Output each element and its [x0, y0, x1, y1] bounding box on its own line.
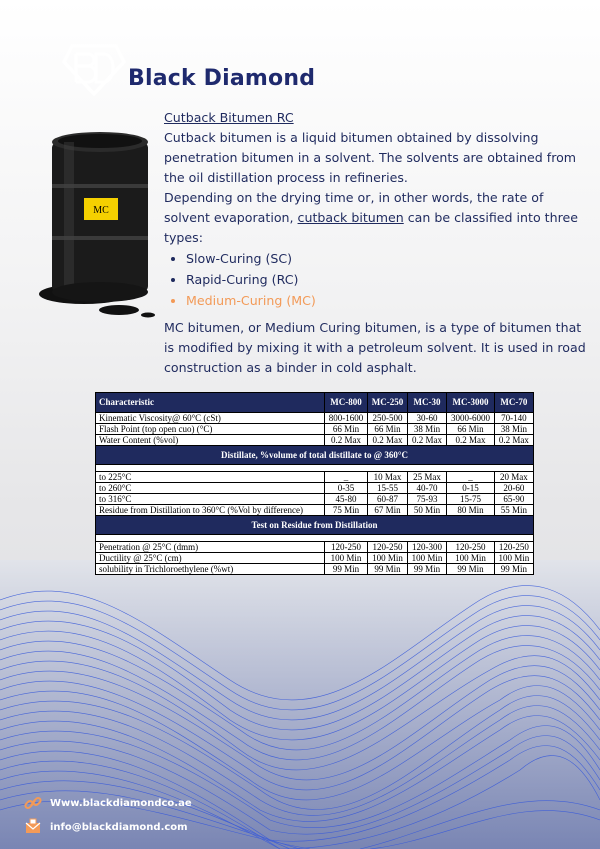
table-cell: 100 Min — [368, 553, 408, 564]
table-cell: 100 Min — [447, 553, 495, 564]
table-row — [96, 542, 534, 553]
table-cell: 0-35 — [325, 483, 368, 494]
list-item: • Slow-Curing (SC) — [186, 248, 590, 269]
section-title: Cutback Bitumen RC — [164, 110, 294, 125]
table-header-cell: MC-250 — [368, 393, 408, 413]
table-cell: 800-1600 — [325, 413, 368, 424]
table-cell: 65-90 — [494, 494, 533, 505]
table-cell: 99 Min — [494, 564, 533, 575]
table-cell: 66 Min — [368, 424, 408, 435]
table-cell: 99 Min — [325, 564, 368, 575]
table-cell: 0.2 Max — [407, 435, 446, 446]
table-cell: _ — [325, 472, 368, 483]
table-section-header — [96, 516, 534, 535]
table-section-header — [96, 446, 534, 465]
table-row — [96, 435, 534, 446]
table-cell: Penetration @ 25°C (dmm) — [96, 542, 325, 553]
table-cell: 15-55 — [368, 483, 408, 494]
table-cell: 25 Max — [407, 472, 446, 483]
table-cell: 3000-6000 — [447, 413, 495, 424]
table-cell: 15-75 — [447, 494, 495, 505]
table-cell: Residue from Distillation to 360°C (%Vol by difference) — [96, 505, 325, 516]
email-link[interactable]: info@blackdiamond.com — [50, 821, 188, 833]
table-cell: 120-250 — [325, 542, 368, 553]
table-cell: Ductility @ 25°C (cm) — [96, 553, 325, 564]
table-row — [96, 424, 534, 435]
table-row — [96, 553, 534, 564]
table-row — [96, 564, 534, 575]
table-cell: 66 Min — [447, 424, 495, 435]
table-cell: to 225°C — [96, 472, 325, 483]
table-cell: 99 Min — [368, 564, 408, 575]
specification-table — [95, 392, 534, 575]
residue-section-title: Test on Residue from Distillation — [96, 516, 534, 535]
bitumen-barrel-image — [24, 124, 164, 324]
website-contact[interactable] — [24, 794, 192, 812]
barrel-label: MC — [93, 205, 109, 216]
cutback-bitumen-link[interactable]: cutback bitumen — [297, 210, 404, 225]
email-contact[interactable] — [24, 818, 188, 836]
table-cell: to 260°C — [96, 483, 325, 494]
table-cell: Kinematic Viscosity@ 60°C (cSt) — [96, 413, 325, 424]
table-cell: 55 Min — [494, 505, 533, 516]
link-icon — [24, 794, 42, 812]
intro-paragraph: Cutback bitumen is a liquid bitumen obtained by dissolving penetration bitumen in a solvent. The solvents are obtained from the oil distillation process in refineries. — [164, 130, 577, 185]
table-cell: 0.2 Max — [447, 435, 495, 446]
table-cell: Water Content (%vol) — [96, 435, 325, 446]
table-header-cell: Characteristic — [96, 393, 325, 413]
table-cell: 120-300 — [407, 542, 446, 553]
table-row — [96, 483, 534, 494]
brand-name: Black Diamond — [128, 66, 316, 91]
table-cell: 75-93 — [407, 494, 446, 505]
mail-icon — [24, 818, 42, 836]
table-cell: 67 Min — [368, 505, 408, 516]
table-spacer-row — [96, 465, 534, 472]
table-cell: 0.2 Max — [325, 435, 368, 446]
table-cell: 60-87 — [368, 494, 408, 505]
table-cell: 30-60 — [407, 413, 446, 424]
table-cell: Flash Point (top open cuo) (°C) — [96, 424, 325, 435]
table-cell: 66 Min — [325, 424, 368, 435]
types-list — [164, 248, 590, 311]
table-cell: _ — [447, 472, 495, 483]
list-item: • Rapid-Curing (RC) — [186, 269, 590, 290]
table-cell: 45-80 — [325, 494, 368, 505]
classification-text-end: can be classified into three types: — [164, 210, 578, 245]
black-diamond-logo — [62, 38, 126, 96]
table-row — [96, 505, 534, 516]
table-cell: solubility in Trichloroethylene (%wt) — [96, 564, 325, 575]
table-cell: 250-500 — [368, 413, 408, 424]
table-cell: 120-250 — [368, 542, 408, 553]
table-spacer-cell — [96, 535, 534, 542]
table-cell: 80 Min — [447, 505, 495, 516]
table-cell: 120-250 — [447, 542, 495, 553]
table-header-cell: MC-30 — [407, 393, 446, 413]
table-cell: 100 Min — [494, 553, 533, 564]
table-cell: 0.2 Max — [368, 435, 408, 446]
table-header-cell: MC-800 — [325, 393, 368, 413]
list-item-highlighted: • Medium-Curing (MC) — [186, 290, 590, 311]
table-header-row — [96, 393, 534, 413]
table-cell: 120-250 — [494, 542, 533, 553]
intro-section — [164, 108, 590, 311]
classification-paragraph — [164, 188, 590, 248]
table-row — [96, 494, 534, 505]
table-cell: 20 Max — [494, 472, 533, 483]
distillate-section-title: Distillate, %volume of total distillate to @ 360°C — [96, 446, 534, 465]
website-link[interactable]: Www.blackdiamondco.ae — [50, 797, 192, 809]
table-cell: 100 Min — [325, 553, 368, 564]
table-cell: 38 Min — [407, 424, 446, 435]
table-row — [96, 413, 534, 424]
classification-text-start: Depending on the drying time or, in other words, the rate of solvent evaporation, — [164, 190, 544, 225]
table-spacer-row — [96, 535, 534, 542]
table-cell: 38 Min — [494, 424, 533, 435]
table-header-cell: MC-3000 — [447, 393, 495, 413]
table-cell: 20-60 — [494, 483, 533, 494]
table-spacer-cell — [96, 465, 534, 472]
mc-description: MC bitumen, or Medium Curing bitumen, is a type of bitumen that is modified by mixing it with a petroleum solvent. It is used in road construction as a binder in cold asphalt. — [164, 320, 586, 375]
table-row — [96, 472, 534, 483]
table-cell: 0.2 Max — [494, 435, 533, 446]
table-header-cell: MC-70 — [494, 393, 533, 413]
table-cell: 40-70 — [407, 483, 446, 494]
table-cell: to 316°C — [96, 494, 325, 505]
table-cell: 50 Min — [407, 505, 446, 516]
table-cell: 75 Min — [325, 505, 368, 516]
table-cell: 10 Max — [368, 472, 408, 483]
table-cell: 100 Min — [407, 553, 446, 564]
table-cell: 70-140 — [494, 413, 533, 424]
table-cell: 0-15 — [447, 483, 495, 494]
table-cell: 99 Min — [407, 564, 446, 575]
table-cell: 99 Min — [447, 564, 495, 575]
